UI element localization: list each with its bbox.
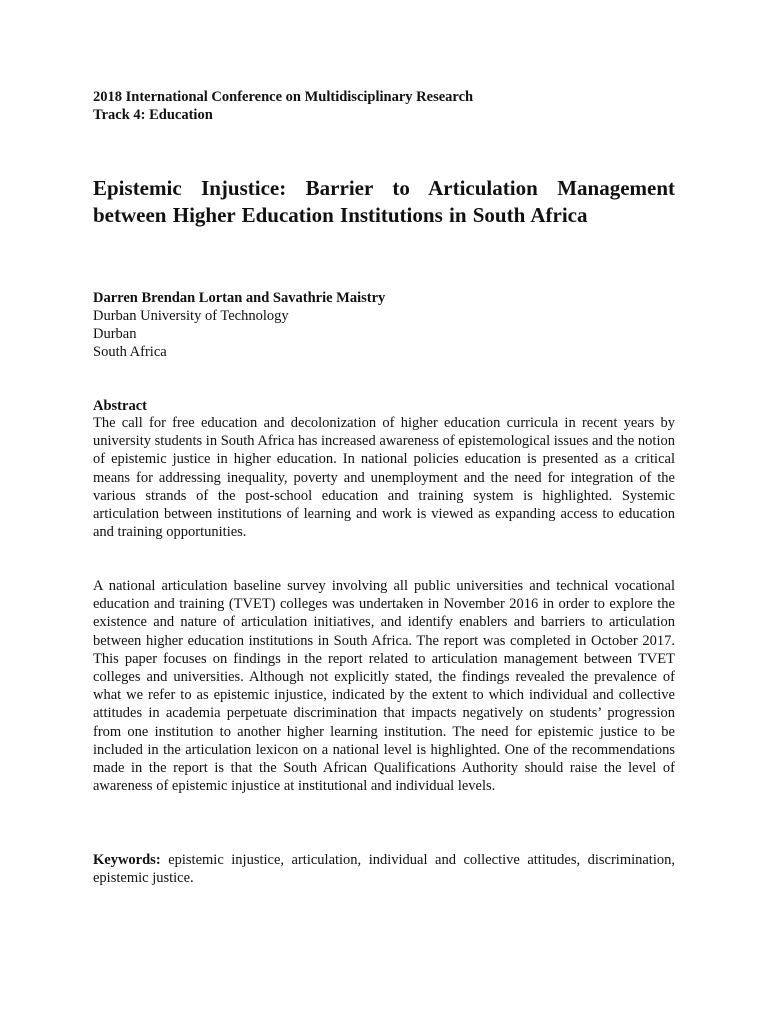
keywords-label: Keywords: xyxy=(93,852,161,868)
paper-title: Epistemic Injustice: Barrier to Articulation Management between Higher Education Institutions in South Africa xyxy=(93,176,675,227)
author-block xyxy=(93,289,675,361)
keywords-text: epistemic injustice, articulation, individual and collective attitudes, discrimination, epistemic justice. xyxy=(93,852,675,887)
abstract-paragraph-1: The call for free education and decolonization of higher education curricula in recent years by university students in South Africa has increased awareness of epistemological issues and the notion of epistemic justice in higher education. In national policies education is presented as a critical means for addressing inequality, poverty and unemployment and the need for integration of the various strands of the post-school education and training system is highlighted. Systemic articulation between institutions of learning and work is viewed as expanding access to education and training opportunities. xyxy=(93,415,675,541)
author-city: Durban xyxy=(93,326,137,342)
keywords-section xyxy=(93,851,675,887)
abstract-paragraph-2: A national articulation baseline survey involving all public universities and technical vocational education and training (TVET) colleges was undertaken in November 2016 in order to explore the existence and nature of articulation initiatives, and identify enablers and barriers to articulation between higher education institutions in South Africa. The report was completed in October 2017. This paper focuses on findings in the report related to articulation management between TVET colleges and universities. Although not explicitly stated, the findings revealed the prevalence of what we refer to as epistemic injustice, indicated by the extent to which individual and collective attitudes in academia perpetuate discrimination that impacts negatively on students’ progression from one institution to another higher learning institution. The need for epistemic justice to be included in the articulation lexicon on a national level is highlighted. One of the recommendations made in the report is that the South African Qualifications Authority should raise the level of awareness of epistemic injustice at institutional and individual levels. xyxy=(93,578,675,795)
author-names: Darren Brendan Lortan and Savathrie Maistry xyxy=(93,290,386,306)
conference-track: Track 4: Education xyxy=(93,107,213,123)
abstract-heading: Abstract xyxy=(93,398,147,414)
author-country: South Africa xyxy=(93,344,167,360)
conference-name: 2018 International Conference on Multidisciplinary Research xyxy=(93,89,474,105)
conference-header xyxy=(93,88,675,124)
author-affiliation: Durban University of Technology xyxy=(93,308,289,324)
